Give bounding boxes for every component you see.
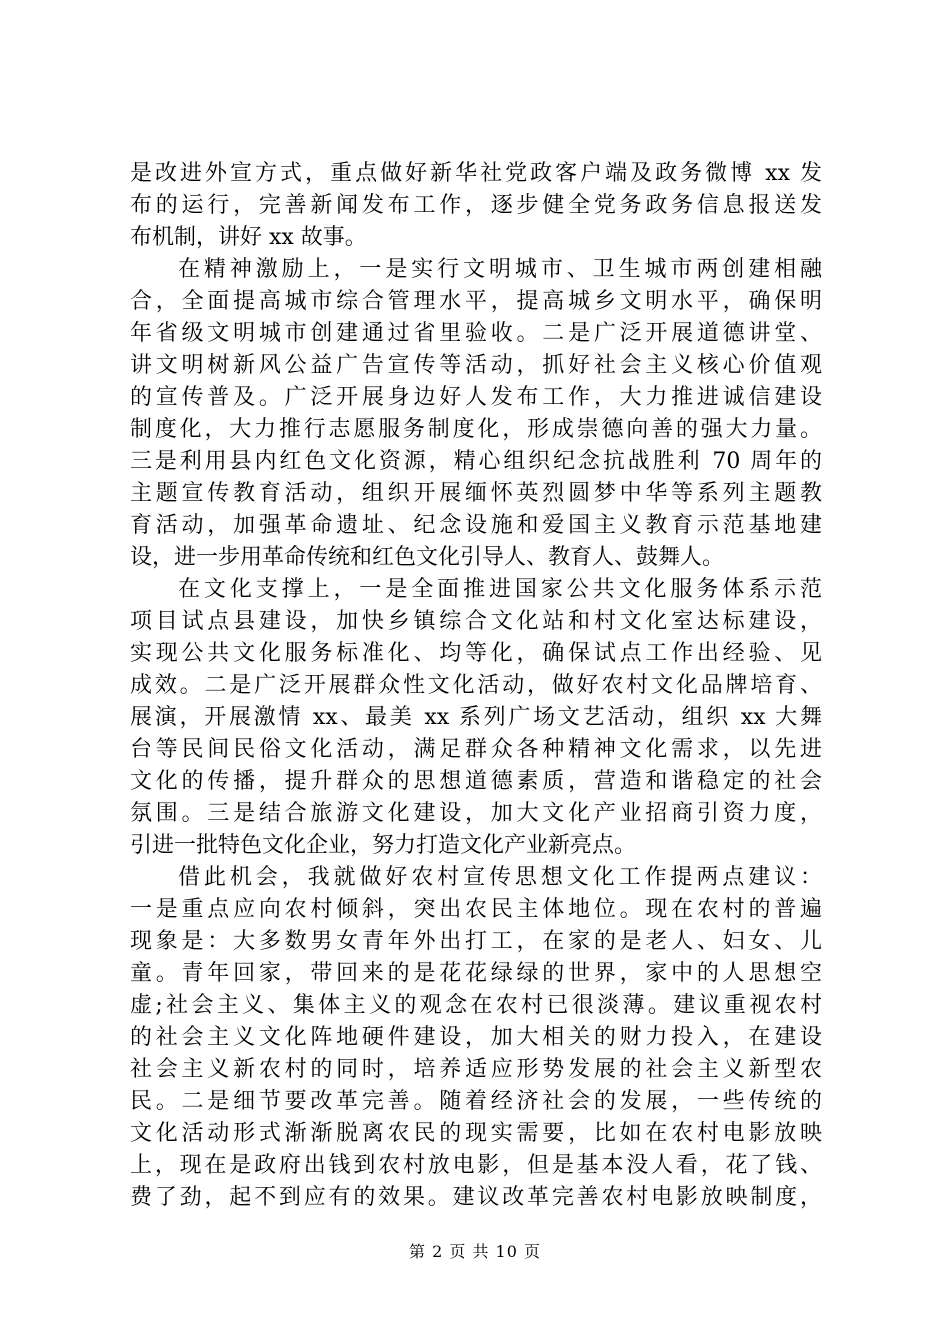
text-line: 的社会主义文化阵地硬件建设，加大相关的财力投入，在建设 bbox=[130, 1025, 822, 1050]
text-line: 的宣传普及。广泛开展身边好人发布工作，大力推进诚信建设 bbox=[130, 385, 822, 410]
text-line: 民。二是细节要改革完善。随着经济社会的发展，一些传统的 bbox=[130, 1089, 822, 1114]
text-line: 育活动，加强革命遗址、纪念设施和爱国主义教育示范基地建 bbox=[130, 513, 822, 538]
text-line: 文化活动形式渐渐脱离农民的现实需要，比如在农村电影放映 bbox=[130, 1121, 822, 1146]
page-footer: 第 2 页 共 10 页 bbox=[409, 1242, 541, 1261]
text-line: 童。青年回家，带回来的是花花绿绿的世界，家中的人思想空 bbox=[130, 961, 822, 986]
text-line: 设，进一步用革命传统和红色文化引导人、教育人、鼓舞人。 bbox=[130, 545, 725, 570]
text-line: 三是利用县内红色文化资源，精心组织纪念抗战胜利 70 周年的 bbox=[130, 449, 822, 474]
text-line: 引进一批特色文化企业，努力打造文化产业新亮点。 bbox=[130, 833, 637, 858]
text-line: 在文化支撑上，一是全面推进国家公共文化服务体系示范 bbox=[178, 577, 822, 602]
body-text bbox=[130, 158, 822, 1214]
text-line: 一是重点应向农村倾斜，突出农民主体地位。现在农村的普遍 bbox=[130, 897, 822, 922]
text-line: 布的运行，完善新闻发布工作，逐步健全党务政务信息报送发 bbox=[130, 193, 822, 218]
text-line: 在精神激励上，一是实行文明城市、卫生城市两创建相融 bbox=[178, 257, 822, 282]
text-line: 实现公共文化服务标准化、均等化，确保试点工作出经验、见 bbox=[130, 641, 822, 666]
text-line: 合，全面提高城市综合管理水平，提高城乡文明水平，确保明 bbox=[130, 289, 822, 314]
text-line: 费了劲，起不到应有的效果。建议改革完善农村电影放映制度， bbox=[130, 1185, 822, 1210]
text-line: 展演，开展激情 xx、最美 xx 系列广场文艺活动，组织 xx 大舞 bbox=[130, 705, 822, 730]
text-line: 上，现在是政府出钱到农村放电影，但是基本没人看，花了钱、 bbox=[130, 1153, 822, 1178]
text-line: 年省级文明城市创建通过省里验收。二是广泛开展道德讲堂、 bbox=[130, 321, 822, 346]
text-line: 台等民间民俗文化活动，满足群众各种精神文化需求，以先进 bbox=[130, 737, 822, 762]
text-line: 布机制，讲好 xx 故事。 bbox=[130, 225, 367, 250]
text-line: 主题宣传教育活动，组织开展缅怀英烈圆梦中华等系列主题教 bbox=[130, 481, 822, 506]
text-line: 讲文明树新风公益广告宣传等活动，抓好社会主义核心价值观 bbox=[130, 353, 822, 378]
text-line: 文化的传播，提升群众的思想道德素质，营造和谐稳定的社会 bbox=[130, 769, 822, 794]
text-line: 制度化，大力推行志愿服务制度化，形成崇德向善的强大力量。 bbox=[130, 417, 822, 442]
text-line: 现象是：大多数男女青年外出打工，在家的是老人、妇女、儿 bbox=[130, 929, 822, 954]
text-line: 成效。二是广泛开展群众性文化活动，做好农村文化品牌培育、 bbox=[130, 673, 822, 698]
text-line: 虚;社会主义、集体主义的观念在农村已很淡薄。建议重视农村 bbox=[130, 993, 822, 1018]
text-line: 借此机会，我就做好农村宣传思想文化工作提两点建议： bbox=[178, 865, 822, 890]
text-line: 项目试点县建设，加快乡镇综合文化站和村文化室达标建设， bbox=[130, 609, 822, 634]
text-line: 社会主义新农村的同时，培养适应形势发展的社会主义新型农 bbox=[130, 1057, 822, 1082]
text-line: 氛围。三是结合旅游文化建设，加大文化产业招商引资力度， bbox=[130, 801, 822, 826]
text-line: 是改进外宣方式，重点做好新华社党政客户端及政务微博 xx 发 bbox=[130, 161, 822, 186]
